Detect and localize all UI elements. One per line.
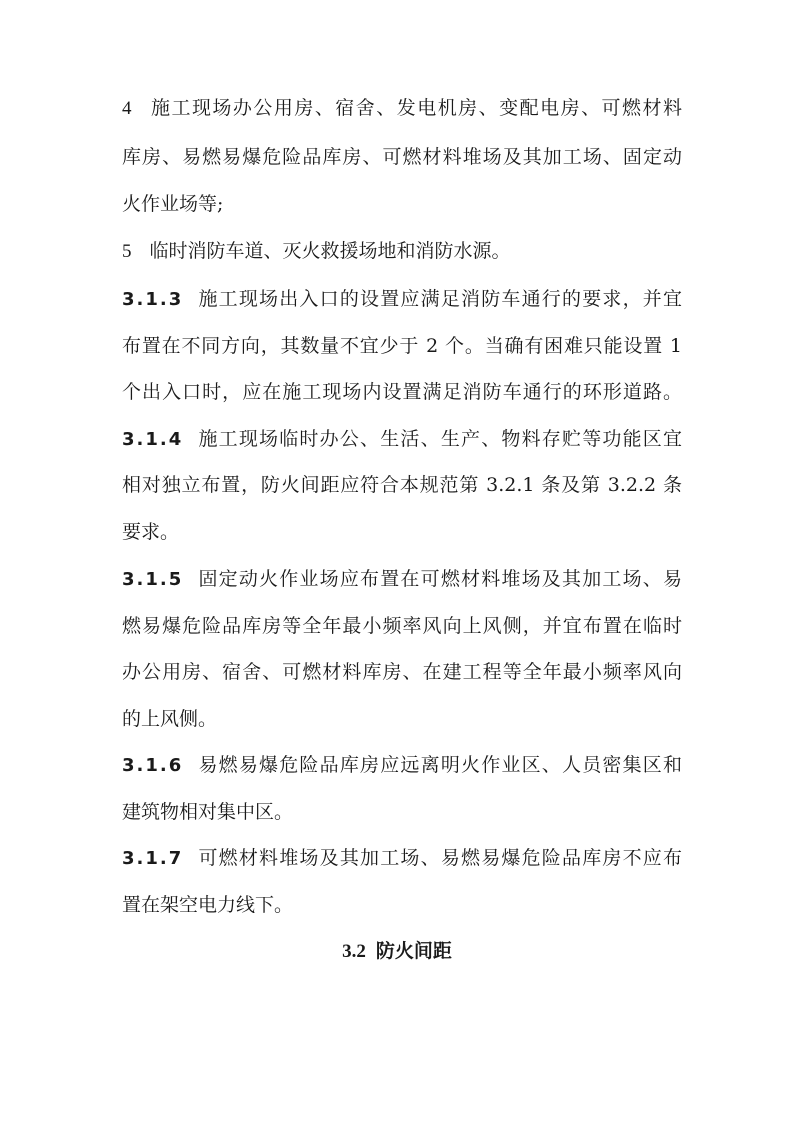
clause-text: 固定动火作业场应布置在可燃材料堆场及其加工场、易 (197, 568, 682, 590)
clause-3-1-5-line-2 (122, 614, 682, 638)
item-number: 4 (122, 98, 132, 119)
clause-3-1-3-line-3 (122, 380, 682, 404)
clause-3-1-6-line-1 (122, 753, 682, 778)
clause-text: 施工现场出入口的设置应满足消防车通行的要求，并宜 (197, 288, 682, 310)
clause-number: 3.1.7 (122, 848, 184, 869)
item-5-line-1 (122, 239, 682, 264)
clause-number: 3.1.3 (122, 289, 184, 310)
clause-number: 3.1.4 (122, 429, 184, 450)
clause-text: 相对独立布置，防火间距应符合本规范第 3.2.1 条及第 3.2.2 条 (122, 474, 682, 496)
clause-3-1-4-line-2 (122, 473, 682, 497)
clause-text: 办公用房、宿舍、可燃材料库房、在建工程等全年最小频率风向 (122, 661, 682, 683)
section-heading (0, 939, 794, 964)
clause-text: 个出入口时，应在施工现场内设置满足消防车通行的环形道路。 (122, 381, 682, 403)
clause-text: 置在架空电力线下。 (122, 894, 294, 916)
item-number: 5 (122, 241, 132, 262)
item-text: 临时消防车道、灭火救援场地和消防水源。 (149, 240, 511, 262)
clause-3-1-3-line-2 (122, 334, 682, 358)
clause-text: 易燃易爆危险品库房应远离明火作业区、人员密集区和 (197, 754, 682, 776)
section-title: 防火间距 (375, 940, 452, 962)
clause-3-1-5-line-3 (122, 660, 682, 684)
section-number: 3.2 (342, 941, 366, 962)
clause-number: 3.1.6 (122, 755, 184, 776)
item-text: 库房、易燃易爆危险品库房、可燃材料堆场及其加工场、固定动 (122, 146, 682, 168)
clause-number: 3.1.5 (122, 569, 184, 590)
clause-text: 的上风侧。 (122, 708, 218, 730)
item-4-line-1 (122, 96, 682, 121)
clause-text: 施工现场临时办公、生活、生产、物料存贮等功能区宜 (197, 428, 682, 450)
clause-text: 要求。 (122, 521, 180, 543)
clause-3-1-7-line-1 (122, 846, 682, 871)
clause-text: 燃易爆危险品库房等全年最小频率风向上风侧，并宜布置在临时 (122, 615, 682, 637)
clause-3-1-5-line-4 (122, 707, 682, 731)
clause-3-1-6-line-2 (122, 800, 682, 824)
clause-text: 可燃材料堆场及其加工场、易燃易爆危险品库房不应布 (197, 847, 682, 869)
item-text: 施工现场办公用房、宿舍、发电机房、变配电房、可燃材料 (149, 97, 682, 119)
item-text: 火作业场等; (122, 193, 224, 215)
clause-3-1-3-line-1 (122, 287, 682, 312)
clause-text: 建筑物相对集中区。 (122, 801, 294, 823)
item-4-line-3 (122, 192, 682, 216)
clause-text: 布置在不同方向，其数量不宜少于 2 个。当确有困难只能设置 1 (122, 335, 682, 357)
clause-3-1-4-line-3 (122, 520, 682, 544)
item-4-line-2 (122, 145, 682, 169)
clause-3-1-7-line-2 (122, 893, 682, 917)
clause-3-1-5-line-1 (122, 567, 682, 592)
clause-3-1-4-line-1 (122, 427, 682, 452)
